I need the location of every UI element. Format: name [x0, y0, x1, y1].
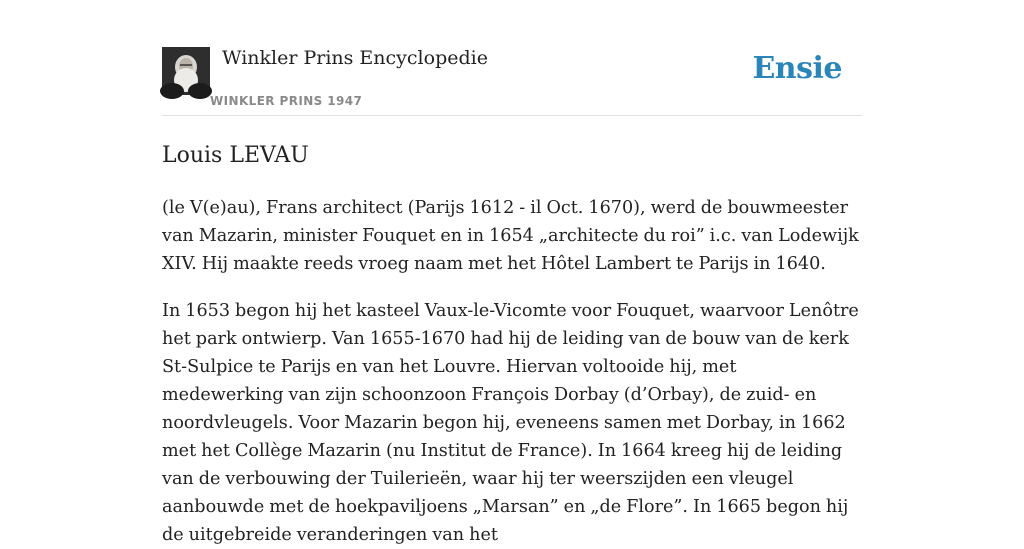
source-subtitle[interactable]: WINKLER PRINS 1947	[210, 94, 363, 108]
portrait-avatar-icon[interactable]	[162, 47, 210, 95]
source-header	[162, 0, 862, 116]
article-title: Louis LEVAU	[162, 143, 309, 168]
article-paragraph: (le V(e)au), Frans architect (Parijs 1612 - il Oct. 1670), werd de bouwmeester van Mazarin, minister Fouquet en in 1654 „architecte du roi” i.c. van Lodewijk XIV. Hij maakte reeds vroeg naam met het Hôtel Lambert te Parijs in 1640.	[162, 198, 859, 274]
source-title[interactable]: Winkler Prins Encyclopedie	[222, 47, 488, 69]
content-column	[162, 0, 862, 549]
article-paragraph: In 1653 begon hij het kasteel Vaux-le-Vicomte voor Fouquet, waarvoor Lenôtre het park ontwierp. Van 1655-1670 had hij de leiding van de bouw van de kerk St-Sulpice te Parijs en van het Louvre. Hiervan voltooide hij, met medewerking van zijn schoonzoon François Dorbay (d’Orbay), de zuid- en noordvleugels. Voor Mazarin begon hij, eveneens samen met Dorbay, in 1662 met het Collège Mazarin (nu Institut de France). In 1664 kreeg hij de leiding van de verbouwing der Tuilerieën, waar hij ter weerszijden een vleugel aanbouwde met de hoekpaviljoens „Marsan” en „de Flore”. In 1665 begon hij de uitgebreide veranderingen van het	[162, 301, 859, 545]
ensie-logo[interactable]: Ensie	[752, 51, 842, 86]
